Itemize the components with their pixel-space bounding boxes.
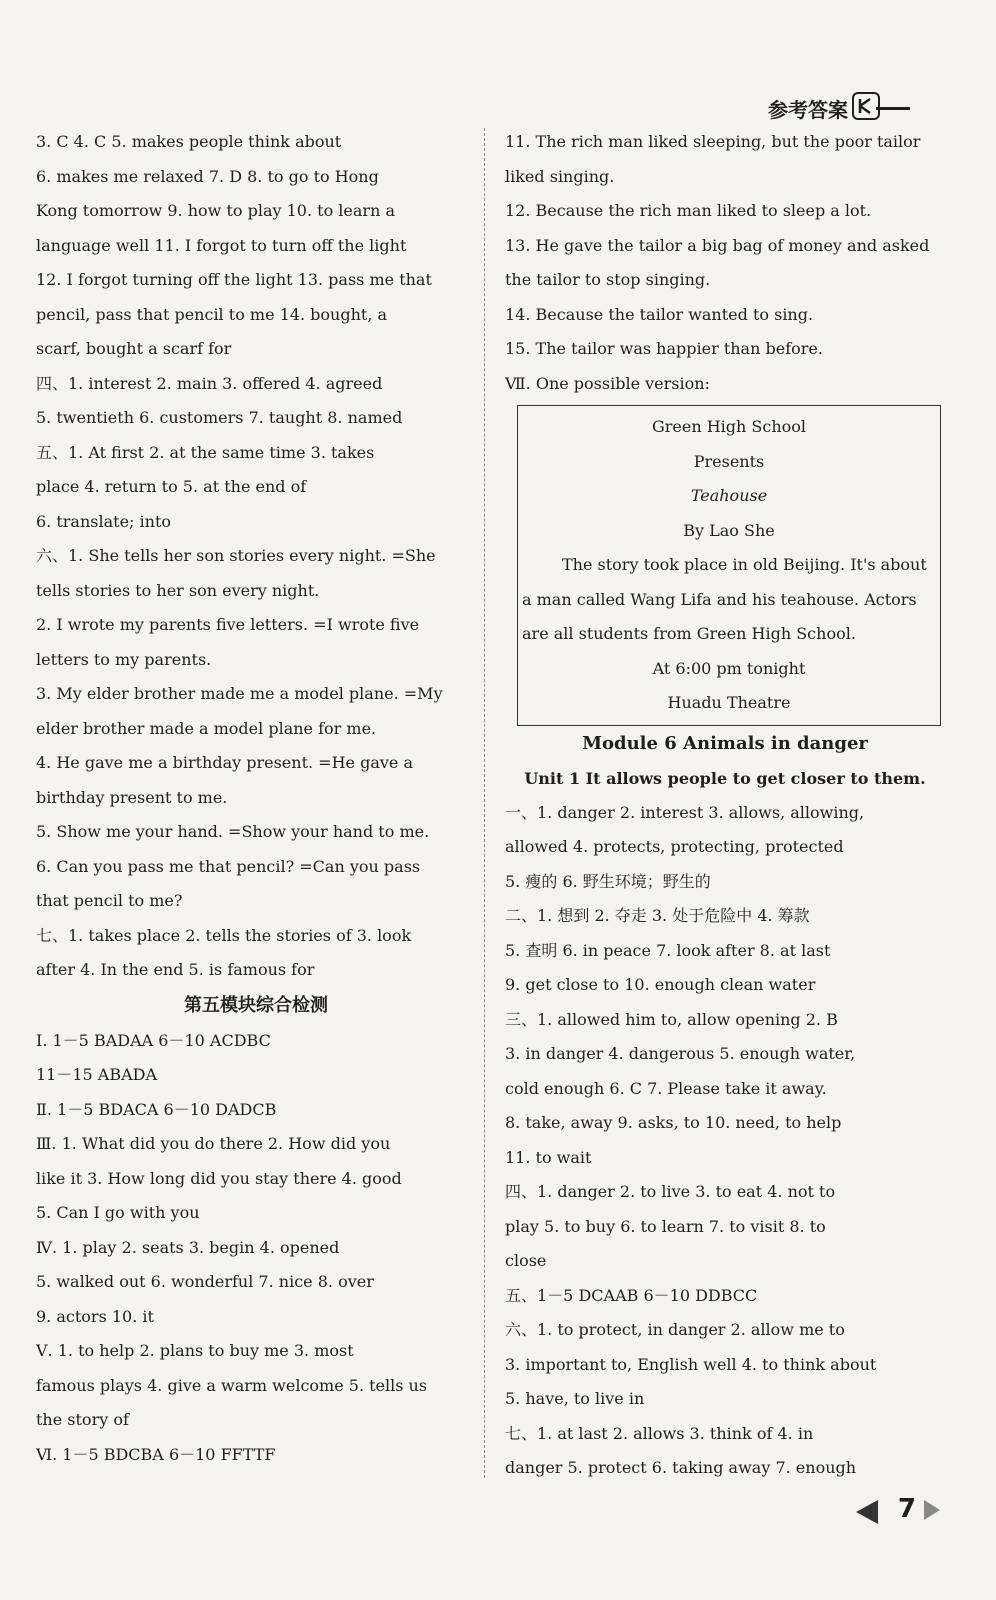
page-number: 7: [897, 1494, 916, 1524]
answer-line: tells stories to her son every night.: [36, 580, 320, 600]
answer-line: 四、1. danger 2. to live 3. to eat 4. not to: [505, 1182, 836, 1201]
answer-line: 12. I forgot turning off the light 13. pass me that: [36, 270, 432, 289]
answer-line: 14. Because the tailor wanted to sing.: [505, 304, 814, 324]
answer-line: 9. get close to 10. enough clean water: [505, 975, 816, 994]
answer-line: liked singing.: [505, 166, 615, 186]
answer-line: elder brother made a model plane for me.: [36, 718, 377, 738]
answer-line: famous plays 4. give a warm welcome 5. tells us: [36, 1375, 428, 1395]
answer-line: 5. twentieth 6. customers 7. taught 8. named: [36, 408, 403, 427]
answer-line: 3. in danger 4. dangerous 5. enough water,: [505, 1044, 856, 1063]
answer-line: 5. have, to live in: [505, 1389, 645, 1408]
unit-1-heading: Unit 1 It allows people to get closer to them.: [524, 768, 926, 788]
page-arrow-right-icon: [924, 1500, 940, 1520]
answer-line: 9. actors 10. it: [36, 1306, 154, 1326]
answer-line: 3. My elder brother made me a model plane. =My: [36, 684, 443, 703]
answer-line: 11－15 ABADA: [36, 1065, 158, 1084]
poster-play: Teahouse: [690, 486, 768, 505]
answer-line: cold enough 6. C 7. Please take it away.: [505, 1078, 827, 1098]
answer-line: 6. translate; into: [36, 511, 171, 531]
poster-author: By Lao She: [683, 520, 775, 540]
answer-line: language well 11. I forgot to turn off the light: [36, 235, 407, 255]
answer-line: allowed 4. protects, protecting, protected: [505, 837, 844, 856]
answer-line: that pencil to me?: [36, 891, 183, 910]
answer-line: 8. take, away 9. asks, to 10. need, to help: [505, 1113, 842, 1132]
answer-line: 3. important to, English well 4. to think about: [505, 1354, 877, 1374]
answer-line: 五、1－5 DCAAB 6－10 DDBCC: [505, 1285, 758, 1305]
answer-line: 5. Can I go with you: [36, 1203, 200, 1222]
poster-school: Green High School: [651, 417, 807, 436]
answer-line: Ⅶ. One possible version:: [505, 373, 710, 393]
answer-line: 一、1. danger 2. interest 3. allows, allowing,: [505, 802, 865, 822]
answer-line: 3. C 4. C 5. makes people think about: [36, 132, 342, 151]
answer-line: 五、1. At first 2. at the same time 3. takes: [36, 442, 375, 462]
answer-line: 2. I wrote my parents five letters. =I wrote five: [36, 615, 420, 634]
answer-line: play 5. to buy 6. to learn 7. to visit 8. to: [505, 1216, 826, 1236]
poster-body-line: are all students from Green High School.: [522, 624, 856, 643]
answer-line: 13. He gave the tailor a big bag of money and asked: [505, 235, 930, 255]
answer-line: close: [505, 1251, 547, 1270]
answer-line: Ⅱ. 1－5 BDACA 6－10 DADCB: [36, 1099, 277, 1119]
answer-line: Ⅴ. 1. to help 2. plans to buy me 3. most: [36, 1341, 354, 1360]
answer-line: Ⅲ. 1. What did you do there 2. How did you: [36, 1134, 391, 1153]
answer-line: 六、1. She tells her son stories every night. =She: [36, 546, 436, 565]
answer-line: 六、1. to protect, in danger 2. allow me to: [505, 1320, 845, 1339]
left-answers: [36, 125, 476, 988]
answer-line: 11. The rich man liked sleeping, but the poor tailor: [505, 132, 921, 151]
answer-line: place 4. return to 5. at the end of: [36, 477, 307, 496]
answer-line: 5. 查明 6. in peace 7. look after 8. at last: [505, 940, 831, 960]
poster-venue: Huadu Theatre: [667, 693, 791, 712]
answer-line: the story of: [36, 1410, 129, 1429]
poster-time: At 6:00 pm tonight: [652, 658, 806, 678]
module-5-test-answers: [36, 1024, 476, 1473]
module-6-heading: Module 6 Animals in danger: [582, 732, 868, 754]
answer-line: 四、1. interest 2. main 3. offered 4. agreed: [36, 373, 383, 393]
answer-line: Kong tomorrow 9. how to play 10. to learn a: [36, 201, 395, 220]
right-answers: [505, 125, 945, 401]
column-divider: [484, 128, 485, 1478]
answer-line: 6. makes me relaxed 7. D 8. to go to Hong: [36, 166, 379, 186]
book-logo-icon: [852, 92, 880, 120]
poster-body-line: a man called Wang Lifa and his teahouse. Actors: [522, 589, 917, 609]
module-5-test-heading: 第五模块综合检测: [184, 994, 328, 1016]
answer-line: 二、1. 想到 2. 夺走 3. 处于危险中 4. 筹款: [505, 906, 810, 925]
unit-1-answers: [505, 796, 945, 1486]
header-title: 参考答案: [768, 98, 848, 122]
left-column: [36, 125, 476, 1472]
answer-line: 七、1. at last 2. allows 3. think of 4. in: [505, 1423, 814, 1443]
page-arrow-left-icon: [856, 1500, 878, 1524]
poster-presents: Presents: [693, 451, 765, 471]
answer-line: 5. 瘦的 6. 野生环境；野生的: [505, 871, 711, 891]
answer-line: 6. Can you pass me that pencil? =Can you pass: [36, 856, 421, 876]
answer-line: 三、1. allowed him to, allow opening 2. B: [505, 1009, 838, 1029]
answer-line: letters to my parents.: [36, 649, 212, 669]
answer-line: pencil, pass that pencil to me 14. bought, a: [36, 304, 388, 324]
answer-line: 七、1. takes place 2. tells the stories of 3. look: [36, 925, 412, 945]
answer-line: 12. Because the rich man liked to sleep a lot.: [505, 201, 872, 220]
poster-box: [517, 405, 941, 726]
answer-line: the tailor to stop singing.: [505, 270, 711, 289]
right-column: [505, 125, 945, 1486]
answer-line: 5. walked out 6. wonderful 7. nice 8. over: [36, 1272, 374, 1291]
answer-line: Ⅰ. 1－5 BADAA 6－10 ACDBC: [36, 1030, 271, 1050]
answer-line: after 4. In the end 5. is famous for: [36, 960, 315, 979]
answer-line: like it 3. How long did you stay there 4. good: [36, 1168, 402, 1188]
answer-line: scarf, bought a scarf for: [36, 339, 232, 358]
header-rule: [876, 107, 910, 110]
answer-line: birthday present to me.: [36, 787, 228, 807]
answer-line: Ⅳ. 1. play 2. seats 3. begin 4. opened: [36, 1237, 340, 1257]
answer-line: 4. He gave me a birthday present. =He gave a: [36, 753, 414, 772]
answer-line: 5. Show me your hand. =Show your hand to me.: [36, 822, 430, 841]
answer-line: 11. to wait: [505, 1147, 592, 1167]
answer-line: 15. The tailor was happier than before.: [505, 339, 823, 358]
poster-body-line: The story took place in old Beijing. It's about: [562, 555, 927, 574]
answer-line: danger 5. protect 6. taking away 7. enough: [505, 1458, 857, 1477]
answer-line: Ⅵ. 1－5 BDCBA 6－10 FFTTF: [36, 1444, 276, 1464]
